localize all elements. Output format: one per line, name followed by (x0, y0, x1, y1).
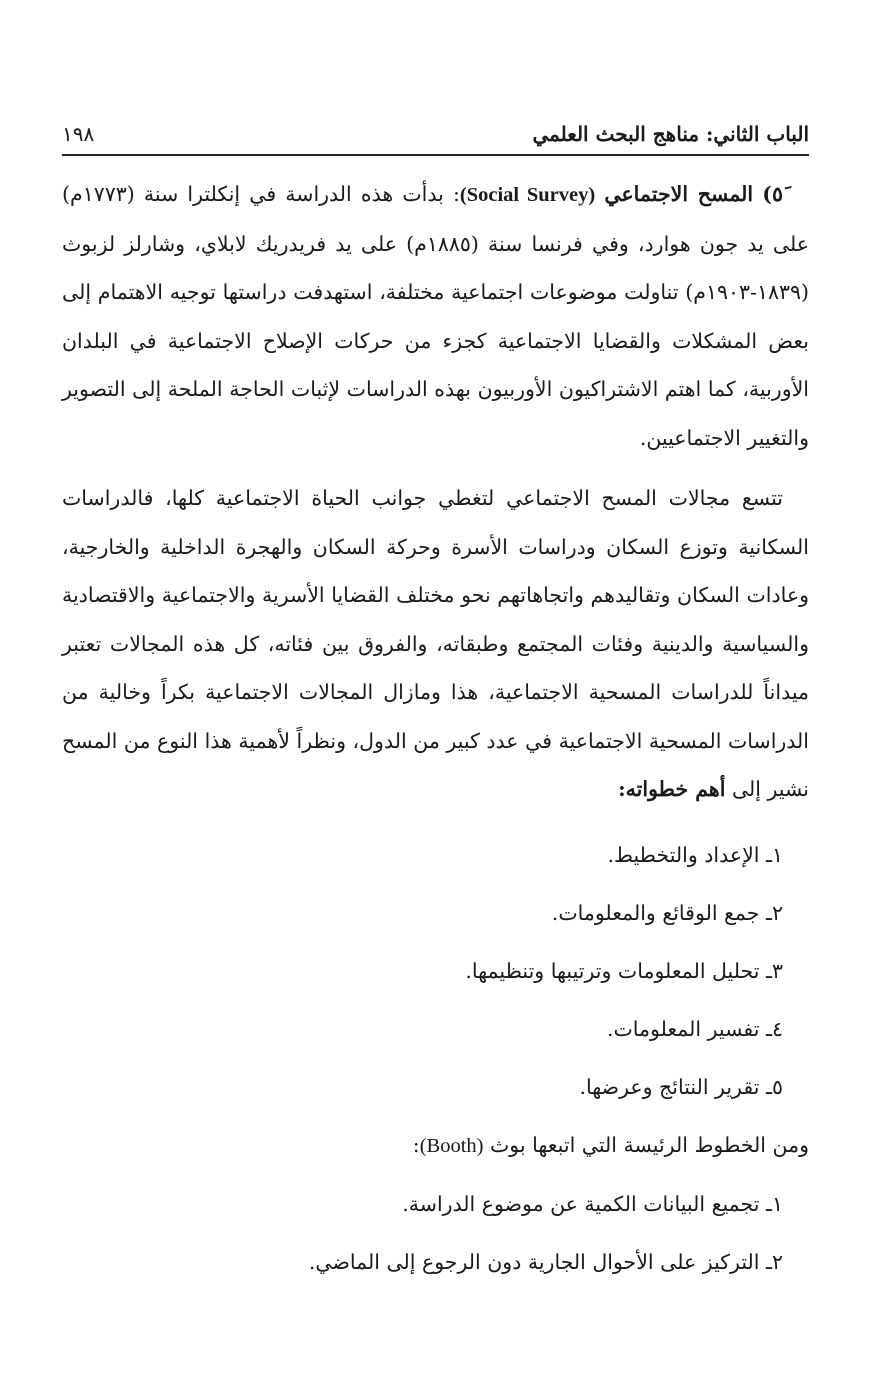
survey-steps-list (62, 826, 809, 1116)
list-item: ١ـ الإعداد والتخطيط. (607, 842, 783, 867)
paragraph-social-survey (62, 170, 809, 462)
list-item: ٥ـ تقرير النتائج وعرضها. (579, 1074, 783, 1099)
section-title: المسح الاجتماعي (604, 182, 754, 206)
booth-lead (62, 1116, 809, 1175)
list-item: ٤ـ تفسير المعلومات. (606, 1016, 783, 1041)
page-header (62, 118, 809, 156)
booth-steps-list (62, 1175, 809, 1291)
page-number: ١٩٨ (62, 122, 95, 146)
list-item: ٣ـ تحليل المعلومات وترتيبها وتنظيمها. (465, 958, 783, 983)
paragraph-fields (62, 474, 809, 814)
booth-latin: (Booth) (419, 1134, 484, 1157)
list-item: ١ـ تجميع البيانات الكمية عن موضوع الدراسة. (402, 1191, 783, 1216)
paragraph-1-text: : بدأت هذه الدراسة في إنكلترا سنة (١٧٧٣م) على يد جون هوارد، وفي فرنسا سنة (١٨٨٥م) على يد فريدريك لابلاي، وشارلز لزبوث (١٨٣٩-١٩٠٣م) تناولت موضوعات اجتماعية مختلفة، استهدفت دراستها توجيه الاهتمام إلى بعض المشكلات والقضايا الاجتماعية كجزء من حركات الإصلاح الاجتماعية في البلدان الأوربية، كما اهتم الاشتراكيون الأوربيون بهذه الدراسات لإثبات الحاجة الملحة إلى التصوير والتغيير الاجتماعيين. (62, 182, 809, 450)
booth-lead-text: ومن الخطوط الرئيسة التي اتبعها بوث (483, 1132, 809, 1157)
running-title: الباب الثاني: مناهج البحث العلمي (532, 122, 809, 146)
list-item: ٢ـ جمع الوقائع والمعلومات. (551, 900, 783, 925)
paragraph-2-text: تتسع مجالات المسح الاجتماعي لتغطي جوانب الحياة الاجتماعية كلها، فالدراسات السكانية وتوزع السكان ودراسات الأسرة وحركة السكان والهجرة الداخلية والخارجية، وعادات السكان وتقاليدهم واتجاهاتهم نحو مختلف القضايا الأسرية والاجتماعية والاقتصادية والسياسية والدينية وفئات المجتمع وطبقاته، والفروق بين فئاته، كل هذه المجالات تعتبر ميداناً للدراسات المسحية الاجتماعية، هذا ومازال المجالات الاجتماعية بكراً وخالية من الدراسات المسحية الاجتماعية في عدد كبير من الدول، ونظراً لأهمية هذا النوع من المسح نشير إلى (62, 486, 809, 801)
section-title-latin: (Social Survey) (459, 184, 596, 206)
booth-colon: : (412, 1132, 420, 1157)
section-number: ٥َ) (762, 182, 783, 206)
steps-heading: أهم خطواته: (618, 777, 726, 801)
page-body (62, 170, 809, 1291)
list-item: ٢ـ التركيز على الأحوال الجارية دون الرجوع إلى الماضي. (308, 1249, 783, 1274)
